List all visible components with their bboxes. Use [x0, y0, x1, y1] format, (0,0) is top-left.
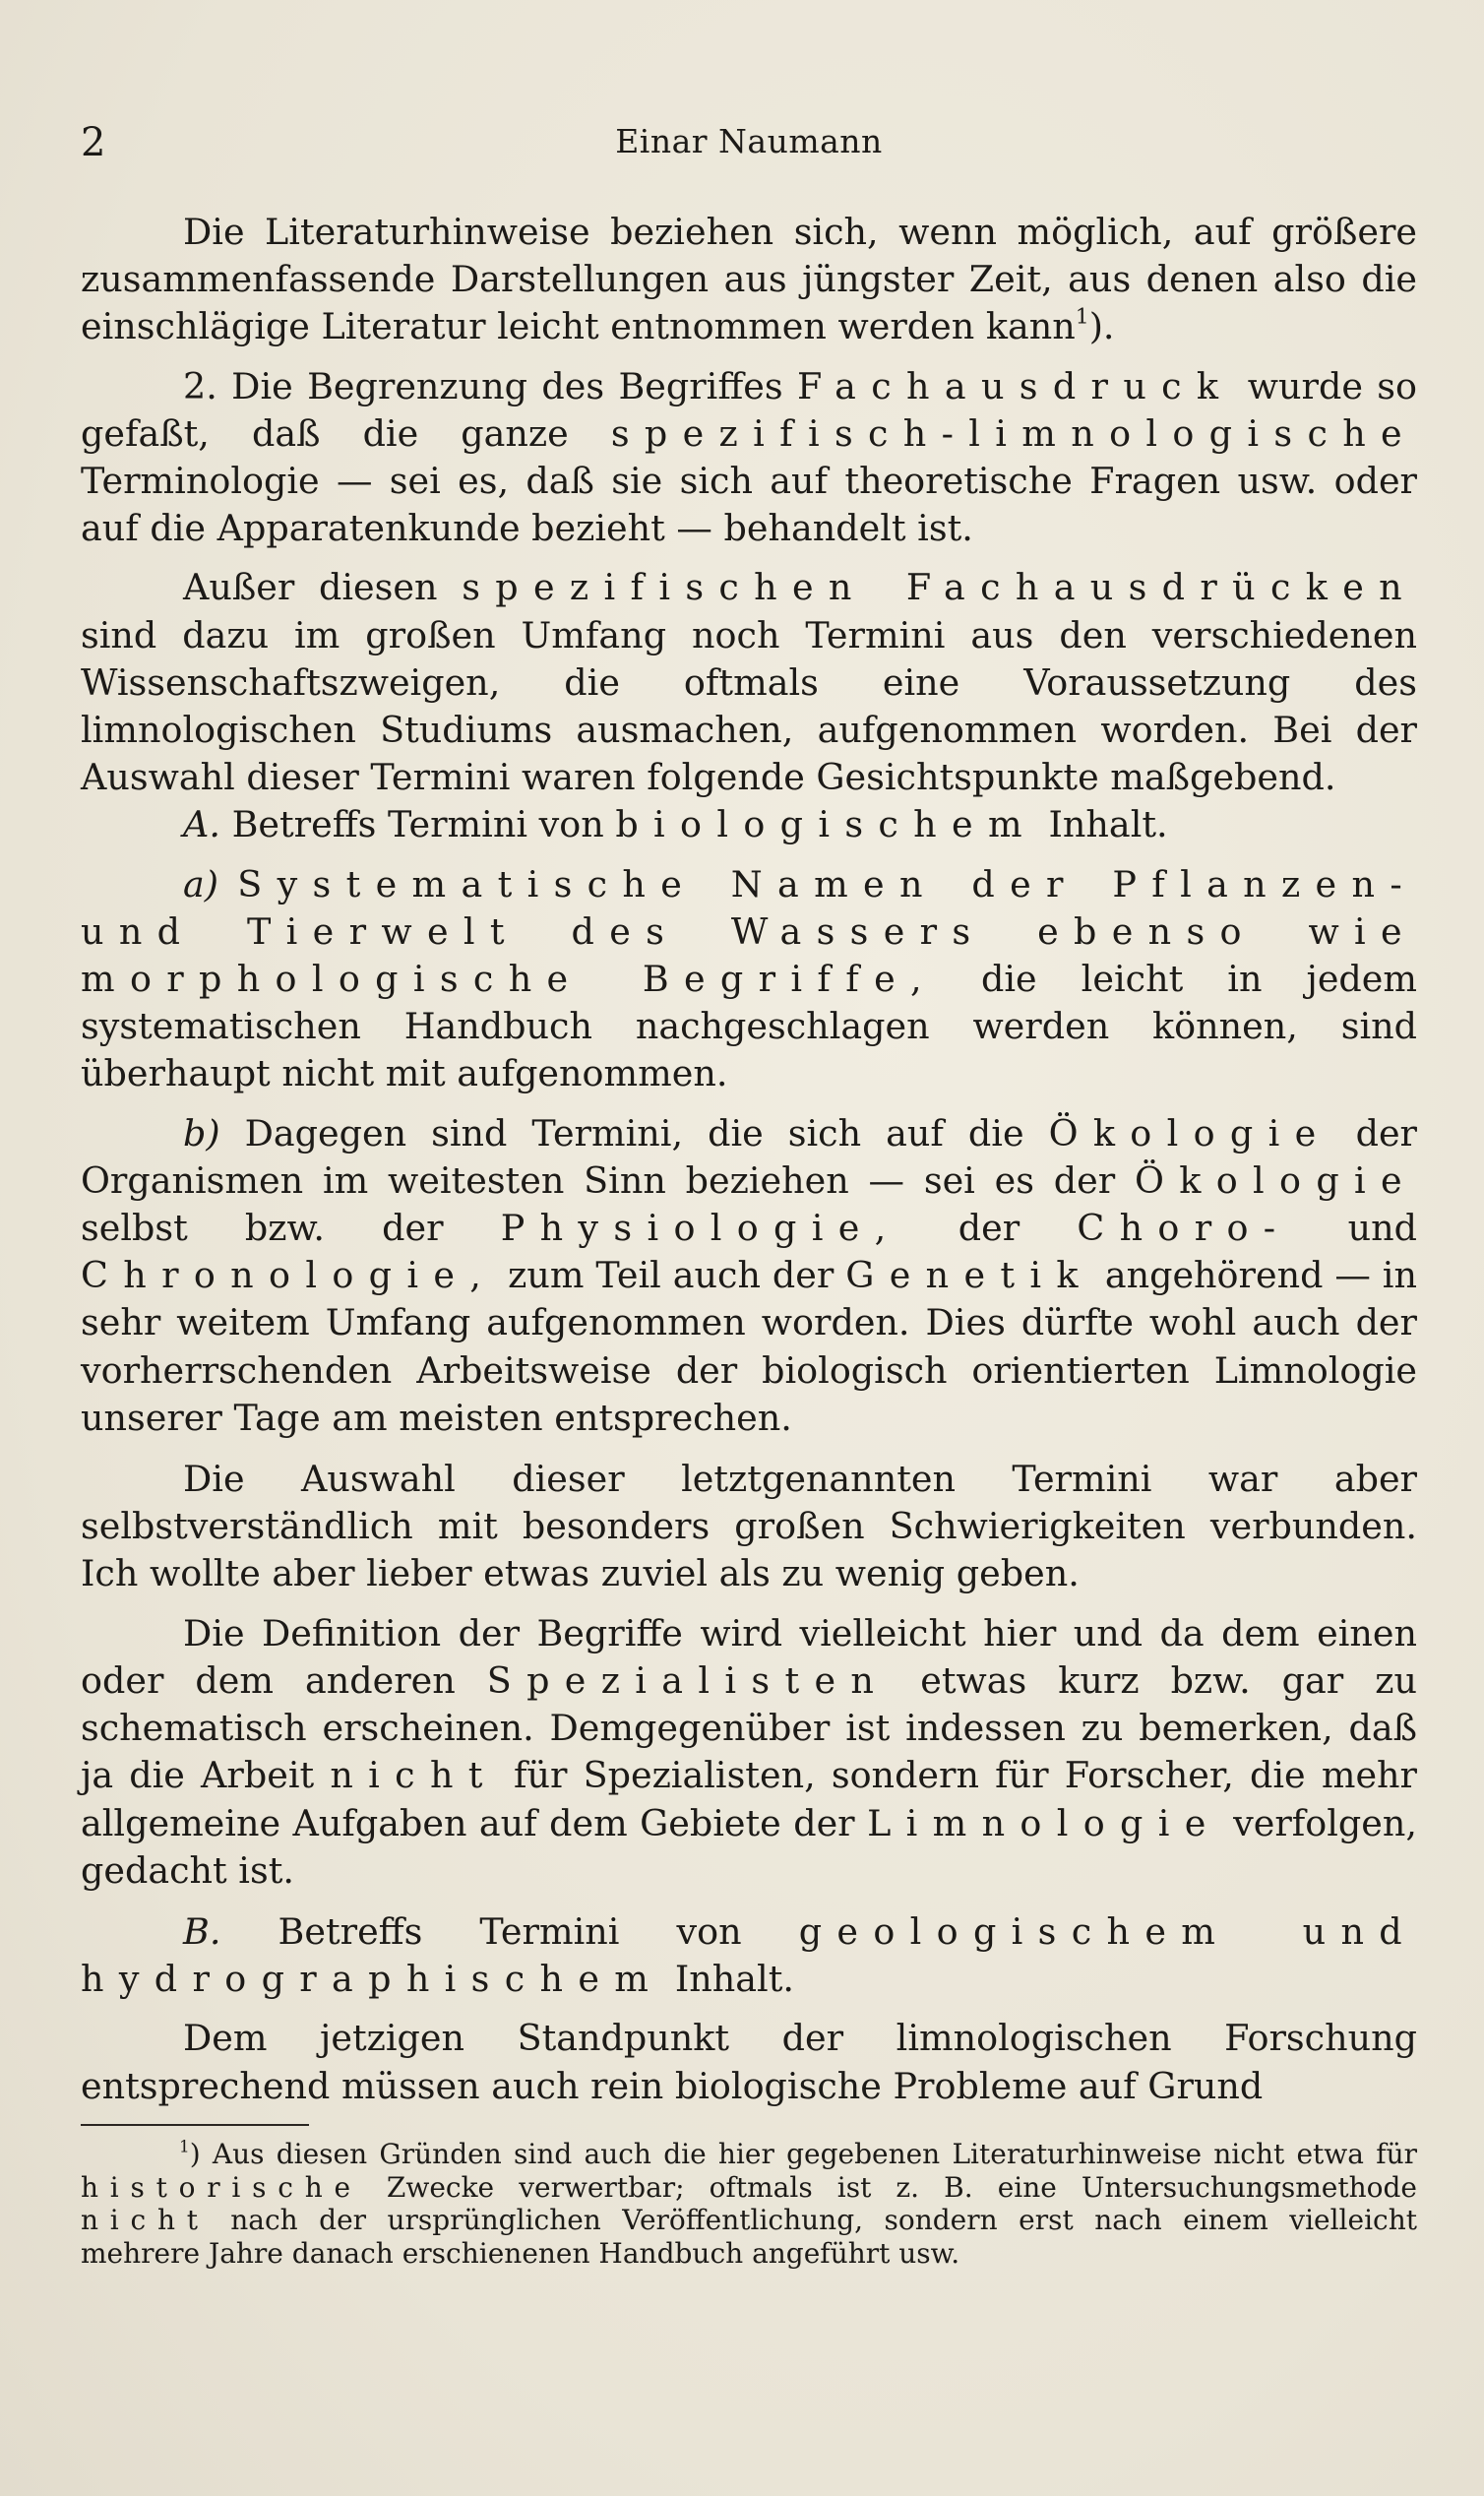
footnote-divider [81, 2124, 309, 2126]
footnote-marker: 1 [179, 2136, 190, 2156]
paragraph-section-b: B. Betreffs Termini von geologischem und hydrographischem Inhalt. [81, 1909, 1417, 2001]
paragraph-literature: Die Literaturhinweise beziehen sich, wenn möglich, auf größere zusammenfassende Darstellungen aus jüngster Zeit, aus denen also die einschlägige Literatur leicht entnommen werden kann$^1$). [81, 211, 1417, 348]
paragraph-ausser-diesen: Außer diesen spezifischen Fachausdrücken sind dazu im großen Umfang noch Termini aus den verschiedenen Wissenschaftszweigen, die oftmals eine Voraussetzung des limnologischen Studiums ausmachen, aufgenommen worden. Bei der Auswahl dieser Termini waren folgende Gesichtspunkte maßgebend. [81, 566, 1417, 799]
paragraph-section-a: A. Betreffs Termini von biologischem Inhalt. [183, 803, 1168, 846]
page-number: 2 [81, 120, 106, 165]
running-head [81, 120, 1417, 169]
paragraph-standpunkt: Dem jetzigen Standpunkt der limnologischen Forschung entsprechend müssen auch rein biologische Probleme auf Grund [81, 2017, 1417, 2107]
footnote: $^1$) Aus diesen Gründen sind auch die hier gegebenen Literaturhinweise nicht etwa für historische Zwecke verwertbar; oftmals ist z. B. eine Untersuchungsmethode nicht nach der ursprünglichen Veröffentlichung, sondern erst nach einem vielleicht mehrere Jahre danach erschienenen Handbuch angeführt usw. [81, 2136, 1417, 2270]
paragraph-fachausdruck: 2. Die Begrenzung des Begriffes Fachausdruck wurde so gefaßt, daß die ganze spezifisch-limnologische Terminologie — sei es, daß sie sich auf theoretische Fragen usw. oder auf die Apparatenkunde bezieht — behandelt ist. [81, 364, 1417, 550]
paragraph-item-a: a) Systematische Namen der Pflanzen- und Tierwelt des Wassers ebenso wie morphologische Begriffe, die leicht in jedem systematischen Handbuch nachgeschlagen werden können, sind überhaupt nicht mit aufgenommen. [81, 862, 1417, 1095]
main-text [81, 209, 1417, 2110]
paragraph-definition: Die Definition der Begriffe wird vielleicht hier und da dem einen oder dem anderen Spezialisten etwas kurz bzw. gar zu schematisch erscheinen. Demgegenüber ist indessen zu bemerken, daß ja die Arbeit nicht für Spezialisten, sondern für Forscher, die mehr allgemeine Aufgaben auf dem Gebiete der Limnologie verfolgen, gedacht ist. [81, 1611, 1417, 1892]
paragraph-auswahl: Die Auswahl dieser letztgenannten Termini war aber selbstverständlich mit besonders großen Schwierigkeiten verbunden. Ich wollte aber lieber etwas zuviel als zu wenig geben. [81, 1458, 1417, 1595]
footnote-reference[interactable]: 1 [1075, 305, 1089, 331]
running-title: Einar Naumann [615, 122, 883, 160]
paragraph-item-b: b) Dagegen sind Termini, die sich auf die Ökologie der Organismen im weitesten Sinn beziehen — sei es der Ökologie selbst bzw. der Physiologie, der Choro- und Chronologie, zum Teil auch der Genetik angehörend — in sehr weitem Umfang aufgenommen worden. Dies dürfte wohl auch der vorherrschenden Arbeitsweise der biologisch orientierten Limnologie unserer Tage am meisten entsprechen. [81, 1111, 1418, 1439]
